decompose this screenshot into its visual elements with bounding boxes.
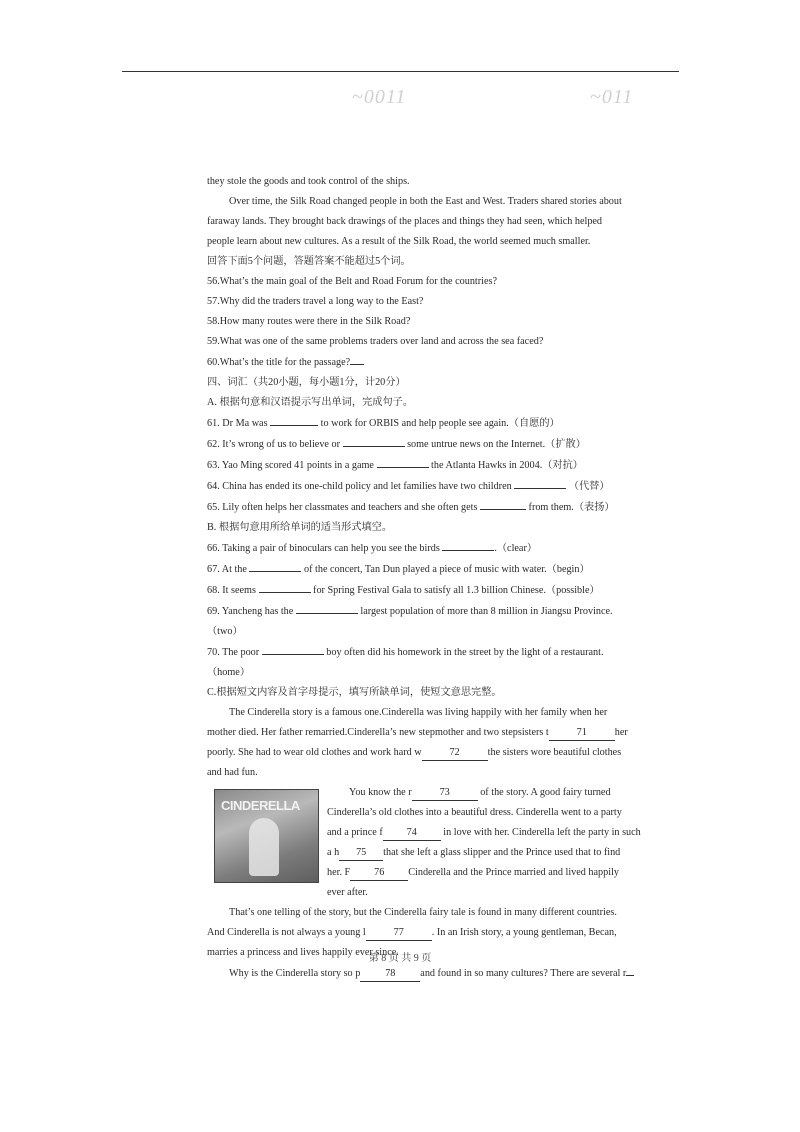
passage-text: her bbox=[614, 727, 628, 738]
answer-blank[interactable] bbox=[514, 476, 566, 489]
question-text: largest population of more than 8 million in Jiangsu Province. bbox=[360, 606, 613, 617]
question-text: 61. Dr Ma was bbox=[207, 418, 268, 429]
question-70-hint: （home） bbox=[207, 667, 251, 678]
passage-line: That’s one telling of the story, but the Cinderella fairy tale is found in many different countries. bbox=[229, 907, 617, 918]
answer-blank[interactable] bbox=[249, 559, 301, 572]
question-text: 63. Yao Ming scored 41 points in a game bbox=[207, 460, 374, 471]
passage-line bbox=[327, 863, 667, 883]
blank-78[interactable]: 78 bbox=[360, 967, 420, 982]
section-c-heading: C.根据短文内容及首字母提示，填写所缺单词，使短文意思完整。 bbox=[207, 687, 502, 698]
answer-blank[interactable] bbox=[377, 455, 429, 468]
question-text: for Spring Festival Gala to satisfy all 1.3 billion Chinese.（possible） bbox=[313, 585, 600, 596]
question-text: 70. The poor bbox=[207, 647, 260, 658]
poster-title: CINDERELLA bbox=[221, 798, 300, 813]
blank-74[interactable]: 74 bbox=[383, 826, 441, 841]
passage-text: . In an Irish story, a young gentleman, Becan, bbox=[431, 927, 617, 938]
passage-text: And Cinderella is not always a young l bbox=[207, 927, 366, 938]
question-text: 60.What’s the title for the passage? bbox=[207, 357, 351, 368]
section-b-heading: B. 根据句意用所给单词的适当形式填空。 bbox=[207, 522, 393, 533]
watermark-right: ~011 bbox=[590, 86, 634, 108]
passage-line: faraway lands. They brought back drawings of the places and things they had seen, which helped bbox=[207, 216, 603, 227]
passage-text: Why is the Cinderella story so p bbox=[229, 968, 361, 979]
header-rule bbox=[122, 71, 679, 72]
section-heading: 四、词汇（共20小题，每小题1分，计20分） bbox=[207, 377, 406, 388]
answer-blank[interactable] bbox=[259, 580, 311, 593]
question-text: 69. Yancheng has the bbox=[207, 606, 294, 617]
passage-text: and found in so many cultures? There are several r bbox=[420, 968, 627, 979]
answer-blank[interactable] bbox=[270, 413, 318, 426]
passage-text: her. F bbox=[327, 867, 351, 878]
question-text: some untrue news on the Internet.（扩散） bbox=[407, 439, 586, 450]
passage-line: and had fun. bbox=[207, 767, 258, 778]
passage-line bbox=[327, 843, 667, 863]
blank-75[interactable]: 75 bbox=[339, 846, 383, 861]
passage-text: poorly. She had to wear old clothes and work hard w bbox=[207, 747, 422, 758]
question-text: .（clear） bbox=[494, 543, 538, 554]
passage-text: Cinderella and the Prince married and lived happily bbox=[408, 867, 619, 878]
question-text: 65. Lily often helps her classmates and teachers and she often gets bbox=[207, 502, 478, 513]
answer-blank[interactable] bbox=[626, 963, 634, 976]
blank-72[interactable]: 72 bbox=[422, 746, 488, 761]
instruction-line: 回答下面5个问题，答题答案不能超过5个词。 bbox=[207, 256, 411, 267]
passage-line: The Cinderella story is a famous one.Cinderella was living happily with her family when her bbox=[229, 707, 608, 718]
question-65 bbox=[207, 497, 667, 518]
illustrated-passage-text bbox=[327, 783, 667, 903]
answer-blank[interactable] bbox=[296, 601, 358, 614]
question-69-hint: （two） bbox=[207, 626, 243, 637]
question-text: of the concert, Tan Dun played a piece of music with water.（begin） bbox=[304, 564, 590, 575]
passage-line: Over time, the Silk Road changed people in both the East and West. Traders shared stories about bbox=[229, 196, 622, 207]
cinderella-poster-image bbox=[214, 789, 319, 883]
passage-line: they stole the goods and took control of the ships. bbox=[207, 176, 410, 187]
question-text: to work for ORBIS and help people see again.（自愿的） bbox=[320, 418, 560, 429]
answer-blank[interactable] bbox=[442, 538, 494, 551]
passage-line: Cinderella’s old clothes into a beautiful dress. Cinderella went to a party bbox=[327, 807, 622, 818]
passage-text: that she left a glass slipper and the Prince used that to find bbox=[383, 847, 621, 858]
princess-figure bbox=[249, 818, 279, 876]
question-text: 68. It seems bbox=[207, 585, 256, 596]
question-text: boy often did his homework in the street by the light of a restaurant. bbox=[326, 647, 604, 658]
question-text: 66. Taking a pair of binoculars can help you see the birds bbox=[207, 543, 440, 554]
answer-blank[interactable] bbox=[480, 497, 526, 510]
passage-line bbox=[207, 723, 667, 743]
question-68 bbox=[207, 580, 667, 601]
passage-line bbox=[327, 783, 667, 803]
question-text: from them.（表扬） bbox=[528, 502, 615, 513]
question-61 bbox=[207, 413, 667, 434]
illustrated-passage bbox=[207, 783, 667, 903]
question-text: the Atlanta Hawks in 2004.（对抗） bbox=[431, 460, 583, 471]
answer-blank[interactable] bbox=[262, 642, 324, 655]
question-67 bbox=[207, 559, 667, 580]
passage-line: marries a princess and lives happily ever since. bbox=[207, 947, 399, 958]
question-70 bbox=[207, 642, 667, 663]
blank-76[interactable]: 76 bbox=[350, 866, 408, 881]
question-60 bbox=[207, 352, 667, 373]
question-text: （代替） bbox=[568, 481, 610, 492]
blank-77[interactable]: 77 bbox=[366, 926, 432, 941]
question-56: 56.What’s the main goal of the Belt and Road Forum for the countries? bbox=[207, 276, 497, 287]
question-66 bbox=[207, 538, 667, 559]
question-64 bbox=[207, 476, 667, 497]
page-number: 第 8 页 共 9 页 bbox=[368, 953, 432, 964]
blank-73[interactable]: 73 bbox=[412, 786, 478, 801]
passage-text: You know the r bbox=[349, 787, 412, 798]
passage-line: people learn about new cultures. As a result of the Silk Road, the world seemed much smaller. bbox=[207, 236, 591, 247]
question-59: 59.What was one of the same problems traders over land and across the sea faced? bbox=[207, 336, 544, 347]
watermark-left: ~0011 bbox=[352, 86, 407, 108]
passage-text: of the story. A good fairy turned bbox=[480, 787, 611, 798]
blank-71[interactable]: 71 bbox=[549, 726, 615, 741]
passage-line bbox=[207, 963, 667, 984]
answer-blank[interactable] bbox=[350, 352, 364, 365]
question-58: 58.How many routes were there in the Silk Road? bbox=[207, 316, 411, 327]
passage-text: and a prince f bbox=[327, 827, 383, 838]
question-62 bbox=[207, 434, 667, 455]
passage-line bbox=[327, 823, 667, 843]
question-text: 64. China has ended its one-child policy and let families have two children bbox=[207, 481, 512, 492]
passage-line bbox=[207, 923, 667, 943]
passage-text: the sisters wore beautiful clothes bbox=[487, 747, 622, 758]
question-63 bbox=[207, 455, 667, 476]
passage-line bbox=[207, 743, 667, 763]
question-57: 57.Why did the traders travel a long way to the East? bbox=[207, 296, 424, 307]
question-text: 67. At the bbox=[207, 564, 247, 575]
passage-text: in love with her. Cinderella left the party in such bbox=[443, 827, 641, 838]
answer-blank[interactable] bbox=[343, 434, 405, 447]
question-69 bbox=[207, 601, 667, 622]
section-a-heading: A. 根据句意和汉语提示写出单词，完成句子。 bbox=[207, 397, 414, 408]
question-text: 62. It’s wrong of us to believe or bbox=[207, 439, 340, 450]
passage-line: ever after. bbox=[327, 887, 368, 898]
passage-text: a h bbox=[327, 847, 340, 858]
passage-text: mother died. Her father remarried.Cinderella’s new stepmother and two stepsisters t bbox=[207, 727, 549, 738]
page-content bbox=[207, 172, 667, 984]
